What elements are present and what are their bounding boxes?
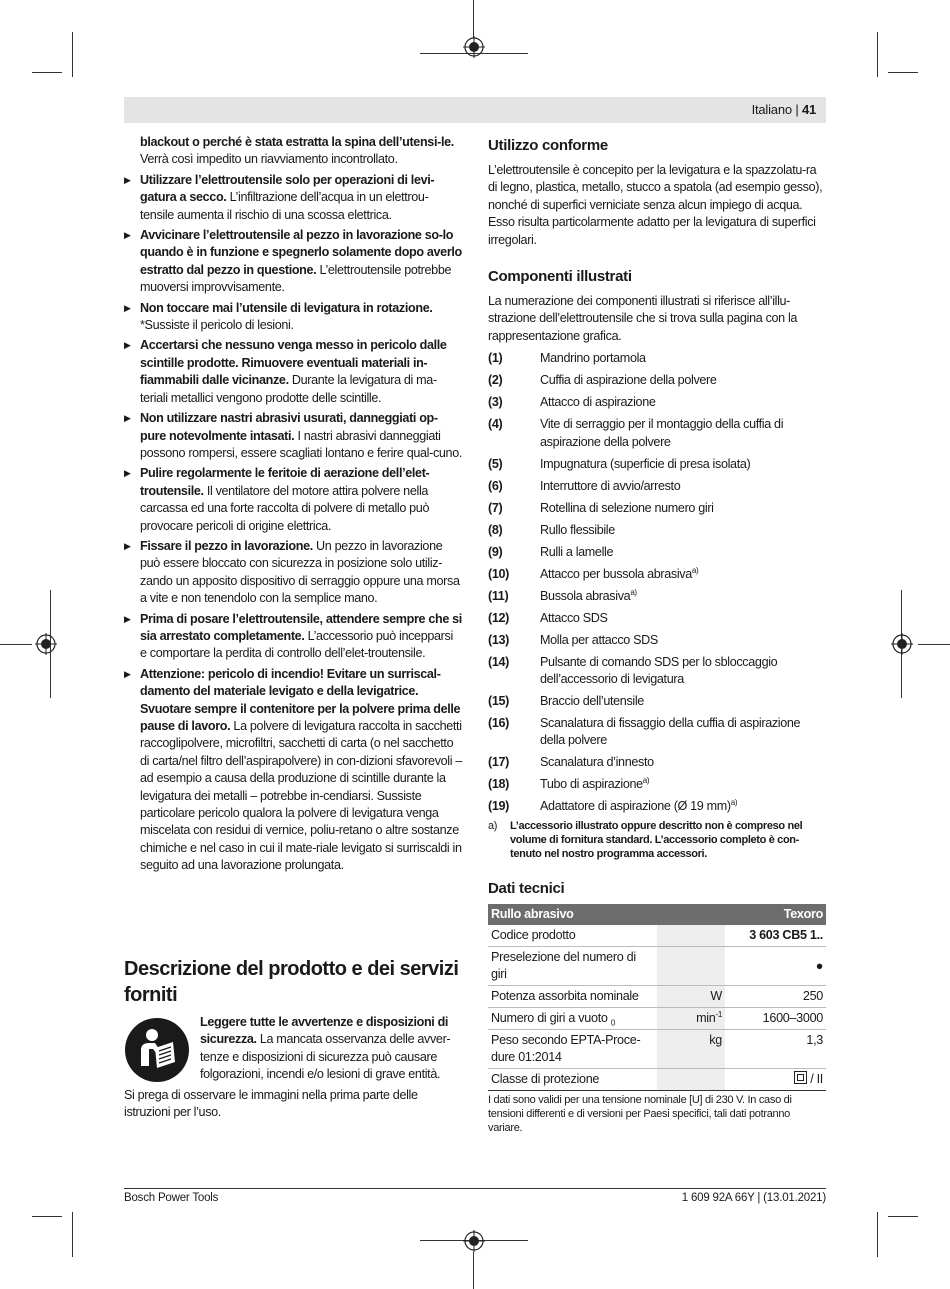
bullet-bold: Non utilizzare nastri abrasivi usurati, danneggiati op-pure notevolmente intasati. <box>140 411 438 443</box>
bullet-text: I nastri abrasivi danneggiati possono rompersi, essere scagliati lontano e ferire qual-cuno. <box>140 428 463 460</box>
row-value-text: / II <box>810 1072 823 1087</box>
footnote-marker: a) <box>642 776 650 786</box>
table-row <box>488 1069 826 1091</box>
crop-mark <box>888 1216 918 1217</box>
closing-text: Si prega di osservare le immagini nella prima parte delle istruzioni per l’uso. <box>124 1088 418 1120</box>
component-number: (8) <box>488 522 503 537</box>
component-text: Mandrino portamola <box>540 351 646 366</box>
crop-mark <box>473 0 474 38</box>
component-text: Vite di serraggio per il montaggio della cuffia di aspirazione della polvere <box>540 417 784 449</box>
row-label: Codice prodotto <box>488 925 657 947</box>
component-text: Scanalatura di fissaggio della cuffia di aspirazione della polvere <box>540 716 801 748</box>
component-label: Adattatore di aspirazione (Ø 19 mm) <box>540 799 731 814</box>
footer-right: 1 609 92A 66Y | (13.01.2021) <box>681 1192 826 1204</box>
footnote-label: a) <box>488 820 498 833</box>
component-text: Rullo flessibile <box>540 522 615 537</box>
row-unit-text: min <box>696 1011 716 1026</box>
bullet-text: L’elettroutensile potrebbe muoversi improvvisamente. <box>140 262 452 295</box>
crop-mark <box>32 1216 62 1217</box>
row-value: ● <box>725 947 826 986</box>
footnote-text: L’accessorio illustrato oppure descritto non è compreso nel volume di fornitura standard. L’accessorio completo è con-tenuto nel nostro programma accessori. <box>510 820 803 861</box>
row-value <box>725 925 826 947</box>
header-separator: | <box>795 102 799 117</box>
registration-target-icon <box>35 633 57 655</box>
table-row <box>488 947 826 986</box>
bullet-text: L’infiltrazione dell’acqua in un elettrou-tensile aumenta il rischio di una scossa elettrica. <box>140 190 429 222</box>
row-unit <box>657 1069 725 1091</box>
use-title: Utilizzo conforme <box>488 137 608 154</box>
page-number: 41 <box>801 102 816 117</box>
footnote-marker: a) <box>691 565 699 575</box>
crop-mark <box>72 32 73 77</box>
components-title: Componenti illustrati <box>488 268 632 286</box>
component-text <box>540 798 826 815</box>
bullet-bold: Prima di posare l’elettroutensile, attendere sempre che si sia arrestato completamente. <box>140 611 462 643</box>
row-label: Classe di protezione <box>488 1069 657 1091</box>
component-item <box>488 776 826 793</box>
intro-bold: blackout o perché è stata estratta la spina dell’utensi-le. <box>140 135 454 149</box>
component-text: Rulli a lamelle <box>540 544 614 559</box>
component-label: Bussola abrasiva <box>540 588 631 603</box>
row-unit-superscript: -1 <box>715 1010 722 1020</box>
use-text: L’elettroutensile è concepito per la levigatura e la spazzolatu-ra di legno, plastica, metallo, stucco a spatola (ad esempio gesso), nonché di superfici verniciate senza alcun impiego di acqua. Esso risulta particolarmente adatto per la levigatura di superfici irregolari. <box>488 163 823 247</box>
registration-target-icon <box>463 36 485 58</box>
component-text <box>540 588 826 605</box>
component-item <box>488 500 826 517</box>
component-text: Attacco SDS <box>540 610 608 625</box>
bullet-bold: Accertarsi che nessuno venga messo in pericolo dalle scintille prodotte. Rimuovere eventuali materiali in-fiammabili dalle vicinanze. <box>140 338 447 388</box>
component-item <box>488 544 826 561</box>
safety-bullet <box>124 611 462 663</box>
row-value: 1600–3000 <box>725 1008 826 1030</box>
component-item <box>488 693 826 710</box>
component-item <box>488 456 826 473</box>
crop-mark <box>877 32 878 77</box>
warning-text: La mancata osservanza delle avver-tenze e disposizioni di sicurezza può causare folgorazioni, incendi e/o lesioni di grave entità. <box>200 1032 451 1082</box>
component-item <box>488 715 826 750</box>
component-number: (11) <box>488 588 509 603</box>
footer-rule <box>124 1188 826 1189</box>
section-title: Descrizione del prodotto e dei servizi forniti <box>124 958 459 1006</box>
row-label: Peso secondo EPTA-Proce-dure 01:2014 <box>488 1030 657 1069</box>
component-number: (10) <box>488 566 509 581</box>
footer-left: Bosch Power Tools <box>124 1192 219 1204</box>
component-number: (18) <box>488 777 509 792</box>
component-text: Molla per attacco SDS <box>540 632 658 647</box>
tech-title: Dati tecnici <box>488 880 565 898</box>
component-text: Rotellina di selezione numero giri <box>540 500 714 515</box>
bullet-bold: Attenzione: pericolo di incendio! Evitare un surriscal-damento del materiale levigato e della levigatrice. Svuotare sempre il contenitore per la polvere prima delle pause di lavoro. <box>140 666 461 733</box>
component-number: (4) <box>488 417 503 432</box>
footnote-marker: a) <box>730 798 738 808</box>
crop-mark <box>473 1252 474 1289</box>
row-value <box>725 1069 826 1091</box>
row-unit <box>657 1008 725 1030</box>
component-item <box>488 754 826 771</box>
component-item <box>488 566 826 583</box>
component-text <box>540 566 826 583</box>
component-number: (17) <box>488 755 509 770</box>
component-text <box>540 776 826 793</box>
row-value: 1,3 <box>725 1030 826 1069</box>
crop-mark <box>918 644 950 645</box>
row-unit: W <box>657 986 725 1008</box>
table-row <box>488 1030 826 1069</box>
bullet-bold: Pulire regolarmente le feritoie di aerazione dell’elet-troutensile. <box>140 466 430 498</box>
safety-bullet <box>124 337 462 407</box>
crop-mark <box>72 1212 73 1257</box>
safety-bullet <box>124 410 462 462</box>
bullet-text: Un pezzo in lavorazione può essere bloccato con sicurezza in posizione solo utiliz-zando un apposito dispositivo di serraggio oppure una morsa a vite e non tenendolo con la semplice mano. <box>140 538 460 606</box>
component-item <box>488 416 826 451</box>
table-row <box>488 1008 826 1030</box>
safety-bullet <box>124 666 462 875</box>
bullet-text: Il ventilatore del motore attira polvere nella carcassa ed una forte raccolta di polvere di metallo può provocare pericoli di origine elettrica. <box>140 483 430 533</box>
component-text: Scanalatura d’innesto <box>540 755 654 770</box>
safety-bullet <box>124 538 462 608</box>
read-manual-icon <box>125 1018 189 1082</box>
component-item <box>488 798 826 815</box>
bullet-bold: Fissare il pezzo in lavorazione. <box>140 538 313 553</box>
component-text: Attacco di aspirazione <box>540 395 656 410</box>
component-number: (14) <box>488 654 509 669</box>
tech-data-table <box>488 904 826 1091</box>
component-number: (7) <box>488 500 503 515</box>
component-item <box>488 350 826 367</box>
component-text: Braccio dell’utensile <box>540 694 644 709</box>
crop-mark <box>0 644 32 645</box>
bullet-text: *Sussiste il pericolo di lesioni. <box>140 318 294 333</box>
row-unit: kg <box>657 1030 725 1069</box>
bullet-text: Durante la levigatura di ma-teriali metallici vengono prodotte delle scintille. <box>140 373 437 405</box>
row-label-text: Numero di giri a vuoto <box>491 1011 608 1026</box>
component-number: (13) <box>488 632 509 647</box>
component-item <box>488 522 826 539</box>
safety-bullet <box>124 227 462 297</box>
intro-text: Verrà così impedito un riavviamento incontrollato. <box>140 152 398 167</box>
component-number: (2) <box>488 373 503 388</box>
row-label <box>488 1008 657 1030</box>
bullet-text: L’accessorio può incepparsi e comportare la perdita di controllo dell’elet-troutensile. <box>140 628 453 661</box>
component-item <box>488 632 826 649</box>
component-number: (5) <box>488 456 503 471</box>
header-text <box>752 102 816 117</box>
component-item <box>488 372 826 389</box>
intro-paragraph <box>124 134 462 169</box>
component-number: (1) <box>488 351 503 366</box>
row-unit <box>657 925 725 947</box>
header-language: Italiano <box>751 102 792 117</box>
component-item <box>488 478 826 495</box>
crop-mark <box>888 72 918 73</box>
row-unit <box>657 947 725 986</box>
safety-bullet <box>124 465 462 535</box>
row-label-subscript: 0 <box>610 1018 615 1028</box>
bullet-bold: Utilizzare l’elettroutensile solo per operazioni di levi-gatura a secco. <box>140 172 435 205</box>
bullet-bold: Avvicinare l’elettroutensile al pezzo in lavorazione so-lo quando è in funzione e spegnerlo solamente dopo averlo estratto dal pezzo in questione. <box>140 228 462 277</box>
closing-paragraph <box>124 1087 462 1122</box>
protection-class-icon <box>794 1071 807 1084</box>
component-item <box>488 654 826 689</box>
product-description-section <box>124 956 462 1008</box>
table-note: I dati sono validi per una tensione nominale [U] di 230 V. In caso di tensioni differenti e di versioni per Paesi specifici, tali dati potranno variare. <box>488 1094 792 1135</box>
components-list <box>488 350 826 816</box>
safety-bullet <box>124 300 462 335</box>
footnote <box>488 819 826 861</box>
table-row <box>488 986 826 1008</box>
crop-mark <box>877 1212 878 1257</box>
component-number: (3) <box>488 395 503 410</box>
bullet-bold: Non toccare mai l’utensile di levigatura in rotazione. <box>140 300 433 315</box>
table-header-model: Texoro <box>725 904 826 925</box>
left-column <box>124 134 462 878</box>
page-header <box>124 97 826 123</box>
component-number: (16) <box>488 716 509 731</box>
warning-bold: Leggere tutte le avvertenze e disposizioni di sicurezza. <box>200 1015 449 1047</box>
table-header-row <box>488 904 826 925</box>
row-value-text: 3 603 CB5 1.. <box>749 928 823 943</box>
row-label: Preselezione del numero di giri <box>488 947 657 986</box>
component-item <box>488 588 826 605</box>
bullet-text: La polvere di levigatura raccolta in sacchetti raccoglipolvere, microfiltri, sacchetti di carta (o nel sacchetto di carta/nel filtro dell’aspirapolvere) in con-dizioni sfavorevoli – ad esempio a causa della produzione di scintille durante la levigatura dei metalli – potrebbe in-cendiarsi. Sussiste particolare pericolo qualora la polvere di levigatura venga miscelata con residui di vernice, poliu-retano o altre sostanze chimiche e nel caso in cui il mate-riale levigato si surriscaldi in seguito ad una lavorazione prolungata. <box>140 719 462 873</box>
table-header-label: Rullo abrasivo <box>488 904 725 925</box>
component-number: (15) <box>488 694 509 709</box>
component-label: Attacco per bussola abrasiva <box>540 566 692 581</box>
component-text: Pulsante di comando SDS per lo sbloccaggio dell’accessorio di levigatura <box>540 654 778 687</box>
safety-bullet <box>124 172 462 224</box>
component-text: Cuffia di aspirazione della polvere <box>540 373 717 388</box>
component-label: Tubo di aspirazione <box>540 777 643 792</box>
registration-target-icon <box>891 633 913 655</box>
component-number: (6) <box>488 478 503 493</box>
crop-mark <box>32 72 62 73</box>
component-item <box>488 394 826 411</box>
components-intro: La numerazione dei componenti illustrati si riferisce all’illu-strazione dell’elettroutensile che si trova sulla pagina con la rappresentazione grafica. <box>488 294 798 343</box>
row-value: 250 <box>725 986 826 1008</box>
footnote-marker: a) <box>630 587 637 597</box>
component-number: (19) <box>488 799 509 814</box>
component-number: (12) <box>488 610 509 625</box>
component-item <box>488 610 826 627</box>
right-column <box>488 136 826 1135</box>
table-row <box>488 925 826 947</box>
warning-text-block <box>200 1014 462 1084</box>
registration-target-icon <box>463 1230 485 1252</box>
read-manual-icon-graphic <box>125 1018 189 1082</box>
component-text: Impugnatura (superficie di presa isolata) <box>540 456 751 471</box>
component-number: (9) <box>488 544 503 559</box>
row-label: Potenza assorbita nominale <box>488 986 657 1008</box>
component-text: Interruttore di avvio/arresto <box>540 478 681 493</box>
